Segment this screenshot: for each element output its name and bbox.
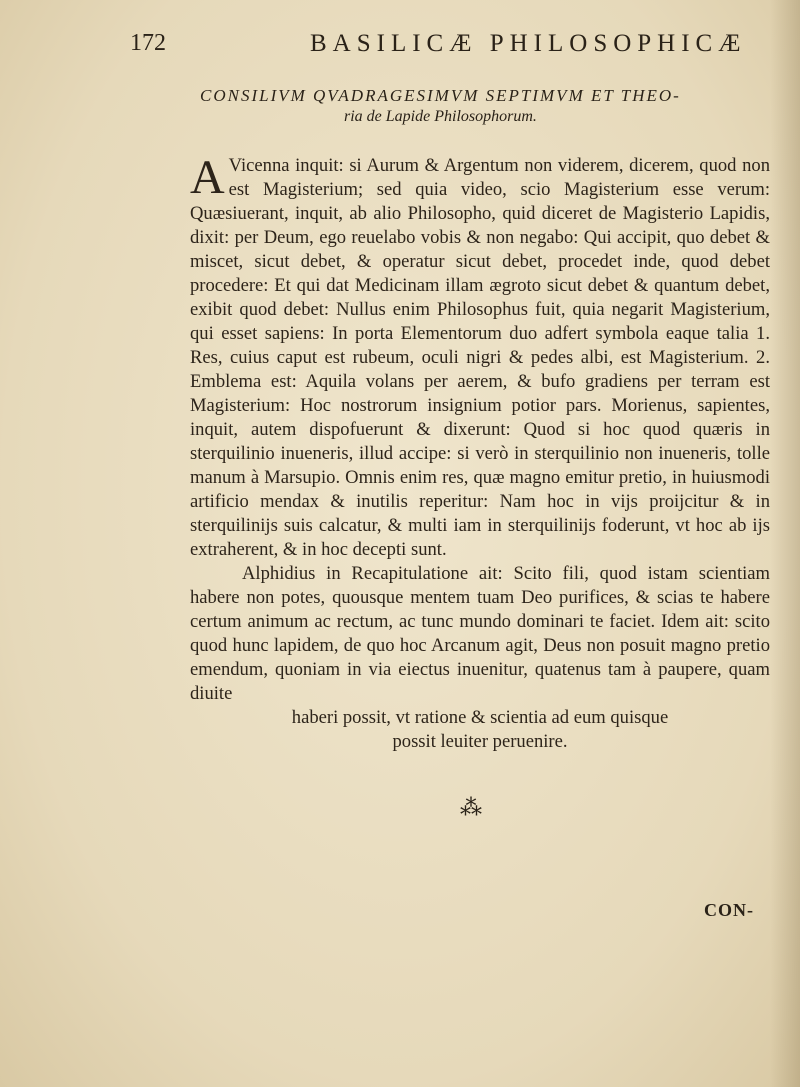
chapter-heading-line1: CONSILIVM QVADRAGESIMVM SEPTIMVM ET THEO- <box>200 86 681 105</box>
closing-lines <box>190 706 770 754</box>
page-edge-shadow <box>770 0 800 1087</box>
chapter-heading <box>200 85 760 127</box>
drop-cap: A <box>190 151 225 204</box>
body-text <box>190 151 770 754</box>
paragraph-1-text: Vicenna inquit: si Aurum & Argentum non viderem, dicerem, quod non est Magisterium; sed quia video, scio Magisterium esse verum: Quæsiuerant, inquit, ab alio Philosopho, quid diceret de Magisterio Lapidis, dixit: per Deum, ego reuelabo vobis & non negabo: Qui accipit, quo debet & miscet, sicut debet, & operatur sicut debet, procedet inde, quod debet procedere: Et qui dat Medicinam illam ægroto sicut debet & quantum debet, exibit quod debet: Nullus enim Philosophus fuit, quia negarit Magisterium, qui esset sapiens: In porta Elementorum duo adfert symbola eaque talia 1. Res, cuius caput est rubeum, oculi nigri & pedes albi, est Magisterium. 2. Emblema est: Aquila volans per aerem, & bufo gradiens per terram est Magisterium: Hoc nostrorum insignium potior pars. Morienus, sapientes, inquit, autem dispofuerunt & dixerunt: Quod si hoc quod quæris in sterquilinio inueneris, illud accipe: si verò in sterquilinio non inueneris, tolle manum à Marsupio. Omnis enim res, quæ magno emitur pretio, in huiusmodi artificio mendax & inutilis reperitur: Nam hoc in vijs proijcitur & in sterquilinijs suis calcatur, & multi iam in sterquilinijs foderunt, vt hoc ab ijs extraherent, & in hoc decepti sunt. <box>190 155 770 560</box>
running-head <box>130 30 760 60</box>
running-title: BASILICÆ PHILOSOPHICÆ <box>310 30 747 57</box>
closing-line-2: possit leuiter peruenire. <box>392 731 568 752</box>
asterism-ornament: ⁂ <box>460 796 480 821</box>
chapter-heading-line2: ria de Lapide Philosophorum. <box>344 108 537 125</box>
page-number: 172 <box>130 30 166 56</box>
closing-line-1: haberi possit, vt ratione & scientia ad eum quisque <box>291 707 669 728</box>
paragraph-1 <box>190 151 770 562</box>
catchword: CON- <box>704 900 754 920</box>
paragraph-2: Alphidius in Recapitulatione ait: Scito fili, quod istam scientiam habere non potes, quousque mentem tuam Deo purifices, & scias te habere certum animum ac rectum, ac tunc mundo dominari te faciet. Idem ait: scito quod hunc lapidem, de quo hoc Arcanum agit, Deus non posuit magno pretio emendum, quoniam in via eiectus inuenitur, quatenus tam à paupere, quam diuite <box>190 563 770 704</box>
